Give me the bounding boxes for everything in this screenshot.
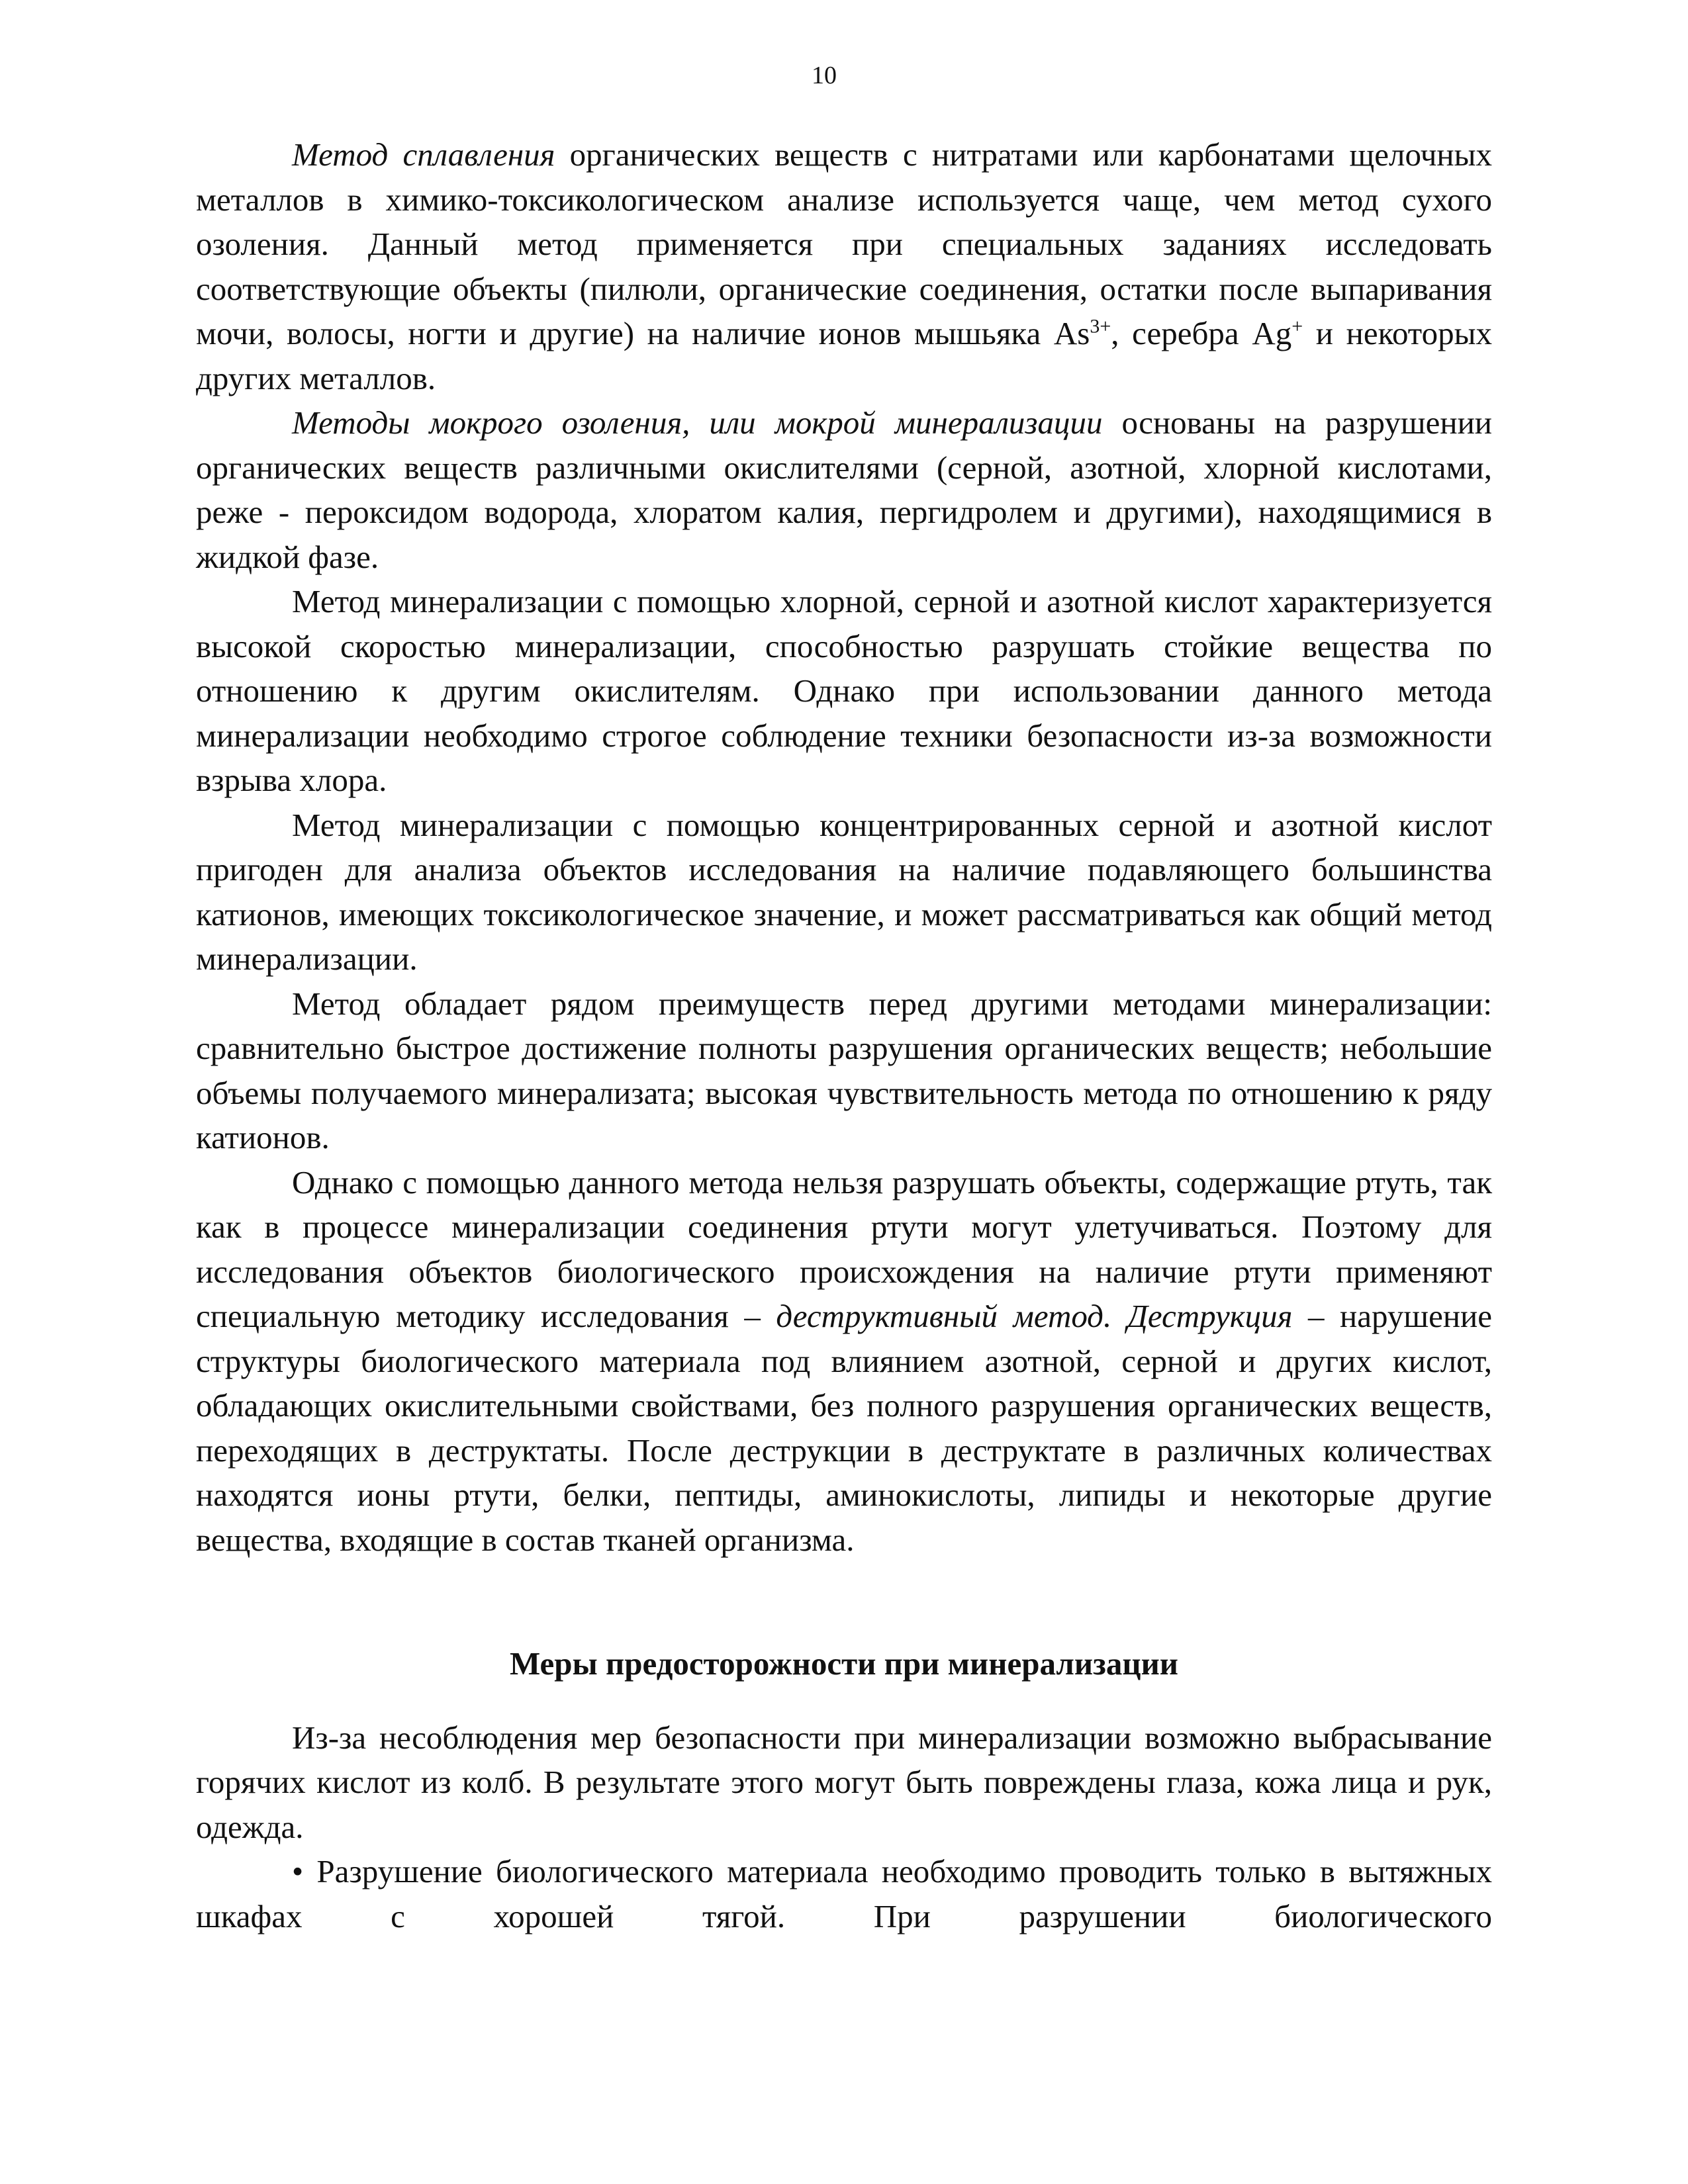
- paragraph-text: органических веществ с нитратами или карбонатами щелочных металлов в химико-токсикологическом анализе используется чаще, чем метод сухого озоления. Данный метод применяется при специальных заданиях исследовать соответствующие объекты (пилюли, органические соединения, остатки после выпаривания мочи, волосы, ногти и другие) на наличие ионов мышьяка As: [196, 136, 1492, 351]
- silver-charge: +: [1291, 315, 1303, 338]
- paragraph-sulfuric-nitric-method: Метод минерализации с помощью концентрированных серной и азотной кислот пригоден для анализа объектов исследования на наличие подавляющего большинства катионов, имеющих токсикологическое значение, и может рассматриваться как общий метод минерализации.: [196, 806, 1492, 977]
- term-fusion-method: Метод сплавления: [292, 136, 555, 173]
- term-wet-ashing: Методы мокрого озоления, или мокрой минерализации: [292, 404, 1103, 441]
- term-destruction: деструктивный метод. Деструкция: [776, 1298, 1293, 1334]
- paragraph-method-advantages: Метод обладает рядом преимуществ перед другими методами минерализации: сравнительно быстрое достижение полноты разрушения органических веществ; небольшие объемы получаемого минерализата; высокая чувствительность метода по отношению к ряду катионов.: [196, 985, 1492, 1156]
- paragraph-safety-intro: Из-за несоблюдения мер безопасности при минерализации возможно выбрасывание горячих кислот из колб. В результате этого могут быть повреждены глаза, кожа лица и рук, одежда.: [196, 1719, 1492, 1845]
- paragraph-text: – нарушение структуры биологического материала под влиянием азотной, серной и других кислот, обладающих окислительными свойствами, без полного разрушения органических веществ, переходящих в деструктаты. После деструкции в деструктате в различных количествах находятся ионы ртути, белки, пептиды, аминокислоты, липиды и некоторые другие вещества, входящие в состав тканей организма.: [196, 1298, 1493, 1558]
- document-body: [196, 132, 1492, 1938]
- paragraph-text: , серебра Ag: [1111, 315, 1292, 351]
- paragraph-wet-ashing: [196, 400, 1492, 579]
- page-number: 10: [812, 62, 837, 89]
- paragraph-text: Однако с помощью данного метода нельзя разрушать объекты, содержащие ртуть, так как в процессе минерализации соединения ртути могут улетучиваться. Поэтому для исследования объектов биологического происхождения на наличие ртути применяют специальную методику исследования –: [196, 1163, 1492, 1334]
- paragraph-perchloric-method: Метод минерализации с помощью хлорной, серной и азотной кислот характеризуется высокой скоростью минерализации, способностью разрушать стойкие вещества по отношению к другим окислителям. Однако при использовании данного метода минерализации необходимо строгое соблюдение техники безопасности из-за возможности взрыва хлора.: [196, 583, 1492, 798]
- paragraph-fusion-method: [196, 132, 1492, 400]
- paragraph-safety-bullet-wrapper: [196, 1849, 1492, 1938]
- paragraph-safety-bullet: • Разрушение биологического материала необходимо проводить только в вытяжных шкафах с хорошей тягой. При разрушении биологического: [196, 1853, 1492, 1934]
- paragraph-destruction-method: [196, 1160, 1492, 1563]
- section-heading: Меры предосторожности при минерализации: [509, 1645, 1179, 1682]
- paragraph-text: и некоторых других металлов.: [196, 315, 1492, 396]
- arsenic-charge: 3+: [1090, 315, 1111, 338]
- paragraph-text: основаны на разрушении органических веществ различными окислителями (серной, азотной, хлорной кислотами, реже - пероксидом водорода, хлоратом калия, пергидролем и другими), находящимися в жидкой фазе.: [196, 404, 1493, 575]
